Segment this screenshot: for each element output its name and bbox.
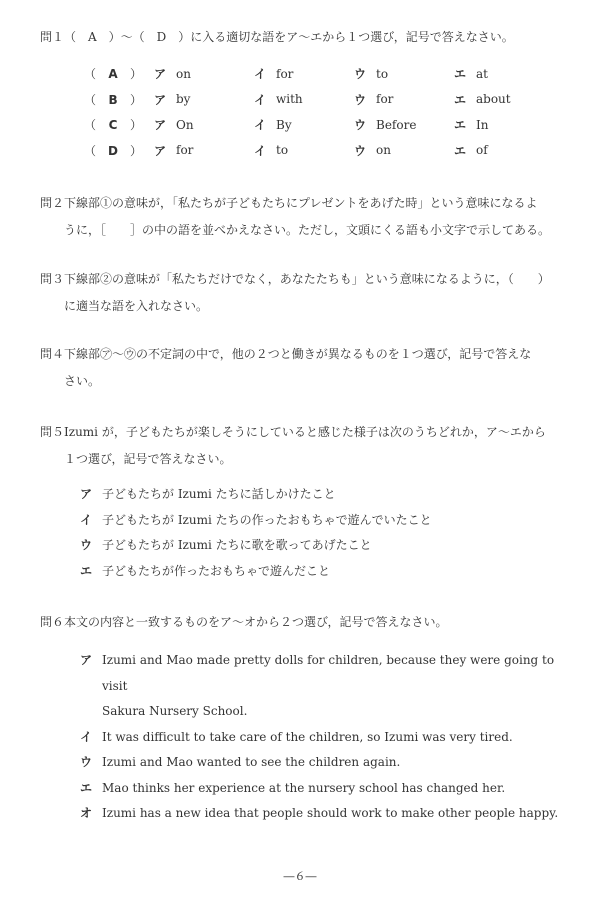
question-3 [40,266,580,320]
option-text: Izumi and Mao wanted to see the children again. [102,755,401,769]
question-6-option [80,648,560,725]
question-5-option [80,559,560,585]
question-3-label: 問３ [40,272,65,286]
option-text: 子どもたちが Izumi たちに話しかけたこと [102,487,336,501]
page-number: ―６― [283,870,317,883]
open-paren: （ [84,118,97,133]
question-1-text: （ A ）～（ D ）に入る適切な語をア～エから１つ選び，記号で答えなさい。 [64,30,514,44]
option-text: It was difficult to take care of the children, so Izumi was very tired. [102,729,513,744]
option-text: 子どもたちが Izumi たちの作ったおもちゃで遊んでいたこと [102,512,432,527]
option-key: ア [80,653,93,667]
option-word: for [176,143,194,158]
question-5 [40,419,580,473]
option-text: Izumi has a new idea that people should work to make other people happy. [102,806,559,820]
option-key: イ [80,729,93,744]
question-2 [40,190,580,244]
blank-letter: A [108,67,118,82]
question-1-row [84,87,554,113]
close-paren: ） [130,67,143,82]
option-key: エ [454,143,467,158]
option-text: 子どもたちが Izumi たちに歌を歌ってあげたこと [102,538,372,552]
question-5-label: 問５ [40,425,65,439]
option-word: Before [376,117,417,132]
blank-letter: B [108,92,118,107]
option-key: エ [80,780,93,795]
close-paren: ） [130,92,143,107]
question-3-text-line1: 下線部②の意味が「私たちだけでなく，あなたたちも」という意味になるように，（ ） [64,272,550,286]
question-1-row [84,61,554,87]
option-key: イ [254,118,267,133]
question-5-option [80,533,560,559]
blank-letter: C [108,118,118,133]
question-1-options-table [84,61,554,163]
close-paren: ） [130,143,143,158]
option-key: ウ [354,67,367,82]
option-key: ア [154,118,167,133]
question-6-option [80,750,560,776]
option-key: ア [154,92,167,107]
option-word: to [276,143,289,158]
option-word: By [276,117,292,132]
option-word: to [376,66,389,81]
question-2-text-line2: うに，［ ］の中の語を並べかえなさい。ただし，文頭にくる語も小文字で示してある。 [64,223,551,237]
option-word: at [476,66,488,81]
option-word: for [376,92,394,107]
question-2-label: 問２ [40,196,65,210]
question-6-option [80,776,560,802]
question-5-text-line1: Izumi が，子どもたちが楽しそうにしていると感じた様子は次のうちどれか，ア～エから [64,425,546,439]
blank-label [84,112,154,138]
option-key: エ [454,67,467,82]
option-word: In [476,117,489,132]
question-3-text-line2: に適当な語を入れなさい。 [64,299,209,313]
option-key: ア [154,143,167,158]
blank-label [84,61,154,87]
option-word: on [176,66,191,81]
question-2-text-line1: 下線部①の意味が，「私たちが子どもたちにプレゼントをあげた時」という意味になるよ [64,196,538,210]
blank-label [84,87,154,113]
open-paren: （ [84,67,97,82]
question-5-text-line2: １つ選び，記号で答えなさい。 [64,452,232,466]
option-key: ウ [354,118,367,133]
option-text-line2: Sakura Nursery School. [102,704,248,718]
question-6 [40,609,580,636]
option-word: with [276,92,303,107]
option-key: エ [454,118,467,133]
option-key: ウ [354,143,367,158]
option-key: イ [254,67,267,82]
question-6-label: 問６ [40,615,65,629]
open-paren: （ [84,143,97,158]
question-6-option [80,725,560,751]
option-key: ウ [354,92,367,107]
option-word: of [476,143,488,158]
question-1-row [84,112,554,138]
question-4-text-line2: さい。 [64,374,101,388]
question-4 [40,341,580,395]
option-key: エ [454,92,467,107]
option-text: Mao thinks her experience at the nursery school has changed her. [102,780,506,795]
option-key: オ [80,806,93,820]
option-key: イ [80,512,93,527]
blank-label [84,138,154,164]
question-5-option [80,508,560,534]
option-key: イ [254,143,267,158]
question-4-text-line1: 下線部㋐～㋒の不定詞の中で，他の２つと働きが異なるものを１つ選び，記号で答えな [64,347,532,361]
option-word: about [476,92,511,107]
option-text [102,648,560,725]
question-6-option [80,801,560,827]
close-paren: ） [130,118,143,133]
option-key: ア [154,67,167,82]
question-6-options [80,648,560,827]
option-key: ウ [80,538,93,552]
option-word: by [176,92,191,107]
option-key: ア [80,487,93,501]
option-key: イ [254,92,267,107]
question-6-text: 本文の内容と一致するものをア～オから２つ選び，記号で答えなさい。 [64,615,448,629]
option-word: On [176,117,194,132]
question-5-option [80,482,560,508]
option-key: ウ [80,755,93,769]
option-text: 子どもたちが作ったおもちゃで遊んだこと [102,563,331,578]
blank-letter: D [108,143,118,158]
question-5-options [80,482,560,584]
option-word: on [376,143,391,158]
option-key: エ [80,563,93,578]
open-paren: （ [84,92,97,107]
question-1-label: 問１ [40,30,65,44]
question-4-label: 問４ [40,347,65,361]
option-text-line1: Izumi and Mao made pretty dolls for children, because they were going to visit [102,653,555,693]
option-word: for [276,66,294,81]
question-1-row [84,138,554,164]
question-1 [40,24,580,51]
